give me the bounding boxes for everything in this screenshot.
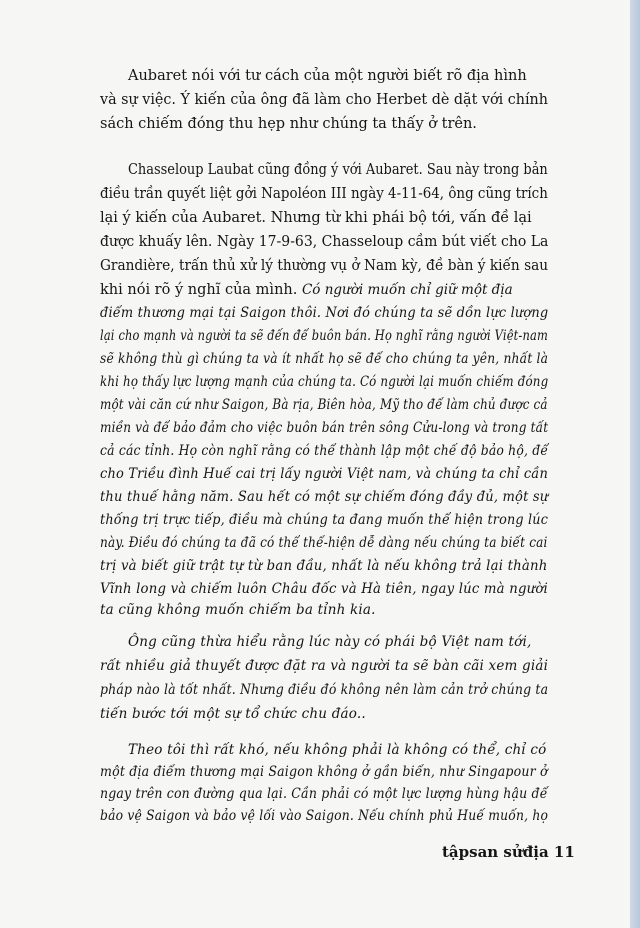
quote-line: này. Điều đó chúng ta đã có thể thể-hiện dễ dàng nếu chúng ta biết cai bbox=[100, 535, 548, 551]
quote-line: Ông cũng thừa hiểu rằng lúc này có phái bộ Việt nam tới, bbox=[128, 634, 532, 650]
quote-line: rất nhiều giả thuyết được đặt ra và người ta sẽ bàn cãi xem giải bbox=[100, 658, 549, 674]
quote-line: cho Triều đình Huế cai trị lấy người Việt nam, và chúng ta chỉ cần bbox=[100, 466, 549, 482]
quote-line: sẽ không thù gì chúng ta và ít nhất họ sẽ để cho chúng ta yên, nhất là bbox=[100, 351, 549, 367]
quote-line: trị và biết giữ trật tự từ ban đầu, nhất là nếu không trả lại thành bbox=[100, 558, 548, 574]
quote-line: pháp nào là tốt nhất. Nhưng điều đó không nên làm cản trở chúng ta bbox=[100, 682, 549, 698]
text-line: được khuấy lên. Ngày 17-9-63, Chasseloup cầm bút viết cho La bbox=[100, 234, 549, 250]
quote-line: cả các tỉnh. Họ còn nghĩ rằng có thể thành lập một chế độ bảo hộ, để bbox=[100, 443, 549, 459]
quote-line: một vài căn cứ như Saigon, Bà rịa, Biên hòa, Mỹ tho để làm chủ được cả bbox=[100, 397, 548, 413]
quote-line: một địa điểm thương mại Saigon không ở gần biển, như Singapour ở bbox=[100, 764, 548, 780]
quote-line: điểm thương mại tại Saigon thôi. Nơi đó chúng ta sẽ dồn lực lượng bbox=[100, 305, 549, 321]
text-line: Aubaret nói với tư cách của một người biết rõ địa hình bbox=[128, 68, 527, 84]
quote-line: thống trị trực tiếp, điều mà chúng ta đang muốn thể hiện trong lúc bbox=[100, 512, 549, 528]
text-line: và sự việc. Ý kiến của ông đã làm cho Herbet dè dặt với chính bbox=[100, 92, 548, 108]
quote-line: ngay trên con đường qua lại. Cần phải có một lực lượng hùng hậu để bbox=[100, 786, 548, 802]
text-line: lại ý kiến của Aubaret. Nhưng từ khi phái bộ tới, vấn đề lại bbox=[100, 210, 532, 226]
quote-line: khi họ thấy lực lượng mạnh của chúng ta. Có người lại muốn chiếm đóng bbox=[100, 374, 549, 390]
quote-line: Vĩnh long và chiếm luôn Châu đốc và Hà tiên, ngay lúc mà người bbox=[100, 581, 548, 597]
quote-line: thu thuế hằng năm. Sau hết có một sự chiếm đóng đầy đủ, một sự bbox=[100, 489, 549, 505]
quote-line: lại cho mạnh và người ta sẽ đến để buôn bán. Họ nghĩ rằng người Việt-nam bbox=[100, 328, 548, 344]
quote-line: bảo vệ Saigon và bảo vệ lối vào Saigon. Nếu chính phủ Huế muốn, họ bbox=[100, 808, 549, 824]
quote-line: miền và để bảo đảm cho việc buôn bán trên sông Cửu-long và trong tất bbox=[100, 420, 549, 436]
text-line: Grandière, trấn thủ xử lý thường vụ ở Nam kỳ, đề bàn ý kiến sau bbox=[100, 258, 549, 274]
page-edge bbox=[630, 0, 640, 928]
quote-line: Theo tôi thì rất khó, nếu không phải là không có thể, chỉ có bbox=[128, 742, 547, 758]
italic-text-span: Có người muốn chỉ giữ một địa bbox=[301, 282, 513, 298]
page-footer: tậpsan sửđịa 11 bbox=[442, 843, 575, 861]
text-line bbox=[100, 280, 513, 300]
text-line: sách chiếm đóng thu hẹp như chúng ta thấy ở trên. bbox=[100, 116, 477, 132]
quote-line: tiến bước tới một sự tổ chức chu đáo.. bbox=[100, 706, 366, 722]
text-line: điều trần quyết liệt gởi Napoléon III ngày 4-11-64, ông cũng trích bbox=[100, 186, 548, 202]
quote-line: ta cũng không muốn chiếm ba tỉnh kia. bbox=[100, 602, 376, 618]
text-span: khi nói rõ ý nghĩ của mình. bbox=[100, 282, 298, 298]
text-line: Chasseloup Laubat cũng đồng ý với Aubaret. Sau này trong bản bbox=[128, 162, 548, 178]
